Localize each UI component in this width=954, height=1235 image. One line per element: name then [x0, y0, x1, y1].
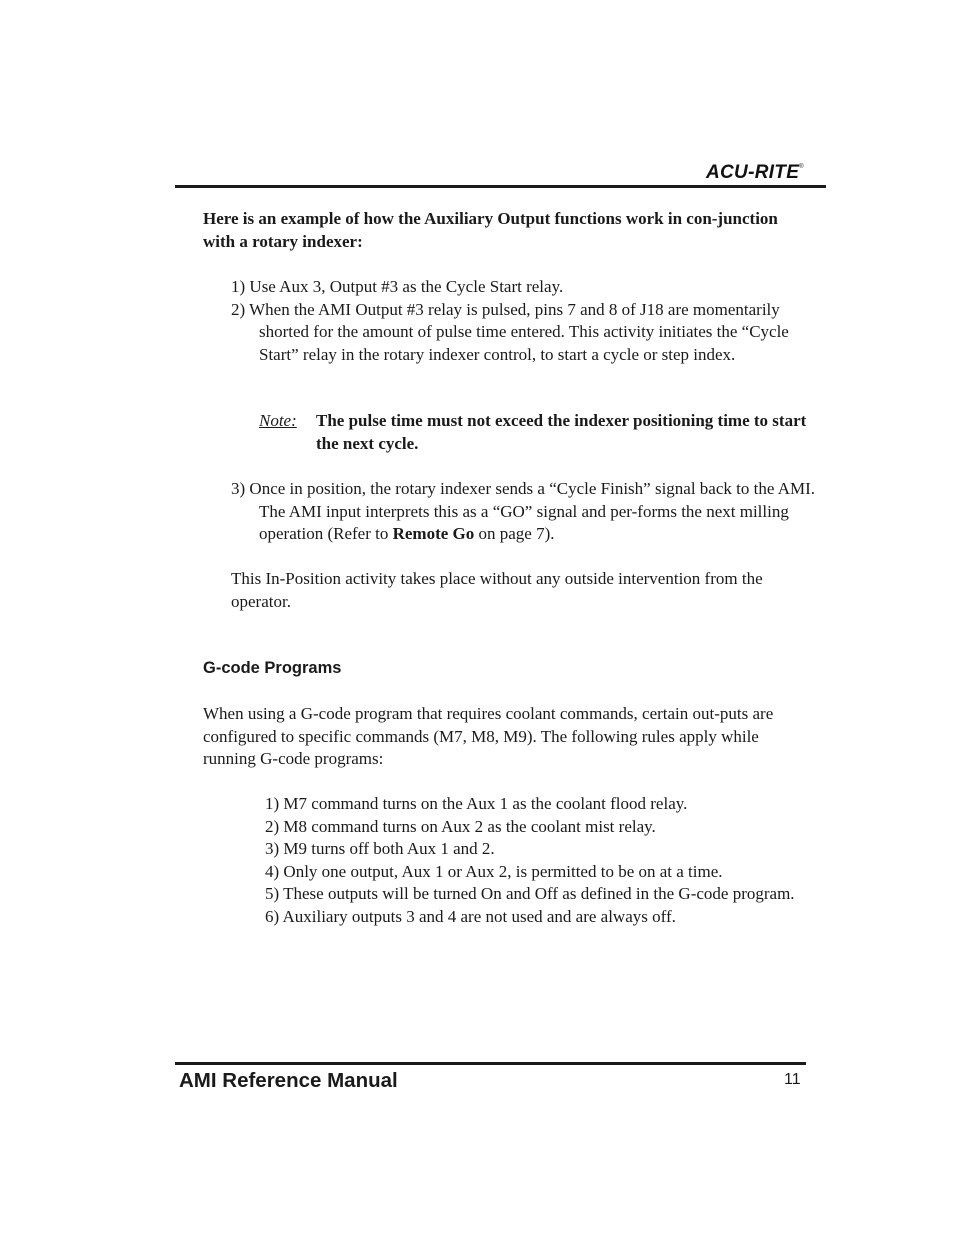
intro-paragraph: Here is an example of how the Auxiliary Output functions work in con-junction with a rotary indexer:: [203, 209, 778, 251]
step-3: [231, 478, 829, 546]
registered-mark: ®: [799, 164, 804, 170]
step-3-page-ref: on page 7).: [474, 524, 555, 543]
in-position-paragraph: This In-Position activity takes place without any outside intervention from the operator.: [231, 569, 763, 611]
header-rule: [175, 185, 826, 188]
note-label: Note:: [259, 411, 297, 430]
rule-2: 2) M8 command turns on Aux 2 as the coolant mist relay.: [265, 816, 656, 836]
gcode-section-title: G-code Programs: [203, 659, 342, 677]
footer-title: AMI Reference Manual: [179, 1069, 398, 1092]
rule-4: 4) Only one output, Aux 1 or Aux 2, is permitted to be on at a time.: [265, 861, 723, 881]
note-text: The pulse time must not exceed the indexer positioning time to start the next cycle.: [316, 411, 807, 453]
rule-5: 5) These outputs will be turned On and Off as defined in the G-code program.: [265, 884, 795, 903]
gcode-intro-paragraph: When using a G-code program that requires coolant commands, certain out-puts are configured to specific commands (M7, M8, M9). The following rules apply while running G-code programs:: [203, 704, 774, 768]
step-2: 2) When the AMI Output #3 relay is pulsed, pins 7 and 8 of J18 are momentarily shorted for the amount of pulse time entered. This activity initiates the “Cycle Start” relay in the rotary indexer control, to start a cycle or step index.: [231, 299, 789, 364]
step-list: [231, 276, 811, 366]
gcode-rule-list: [265, 793, 805, 928]
logo-text: ACU-RITE: [706, 162, 800, 183]
rule-1: 1) M7 command turns on the Aux 1 as the coolant flood relay.: [265, 794, 688, 813]
note-block: [259, 410, 809, 455]
page-number: 11: [784, 1071, 801, 1088]
step-1: 1) Use Aux 3, Output #3 as the Cycle Start relay.: [231, 277, 564, 296]
acu-rite-logo: [706, 162, 804, 184]
rule-3: 3) M9 turns off both Aux 1 and 2.: [265, 839, 495, 858]
footer-rule: [175, 1062, 806, 1065]
remote-go-reference: Remote Go: [392, 524, 475, 543]
step-3-text: 3) Once in position, the rotary indexer sends a “Cycle Finish” signal back to the AMI. The AMI input interprets this as a “GO” signal and per-forms the next milling operation (Refer to: [231, 479, 816, 543]
rule-6: 6) Auxiliary outputs 3 and 4 are not used and are always off.: [265, 906, 676, 926]
